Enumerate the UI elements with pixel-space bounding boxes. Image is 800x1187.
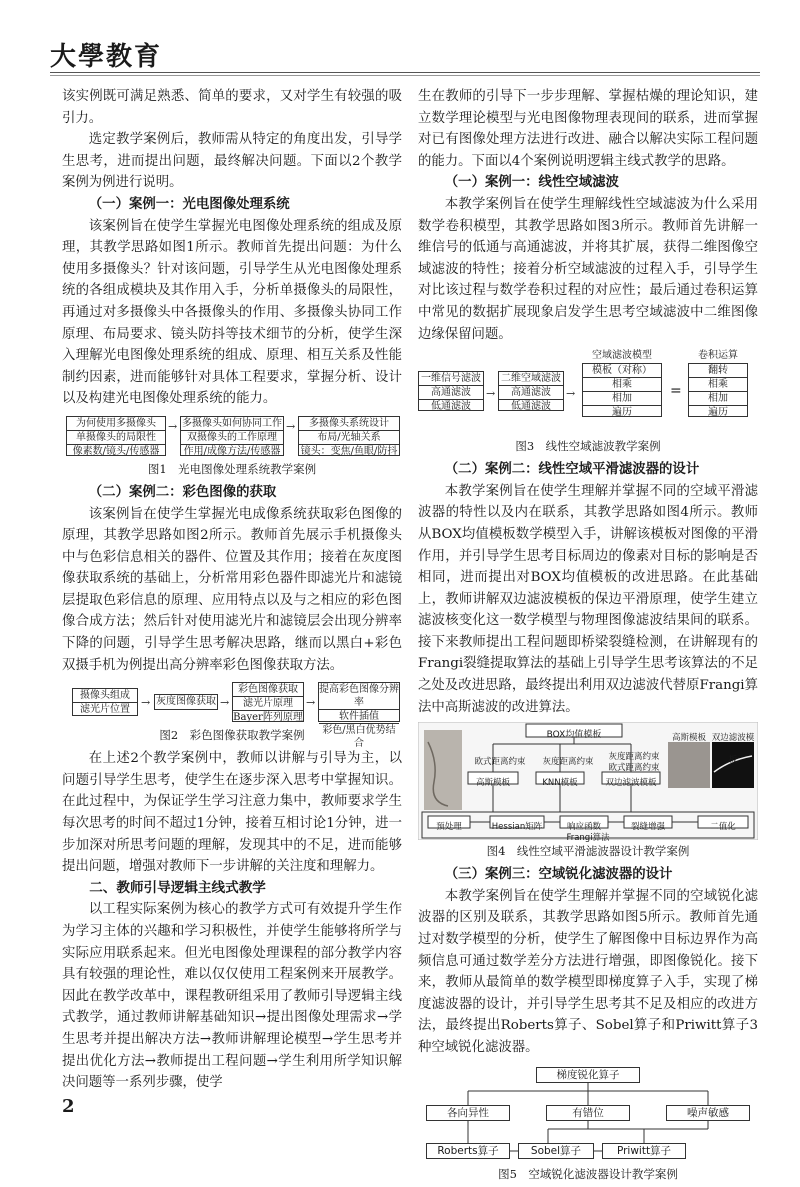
fig3-cell: 遍历 [708,407,728,419]
fig4-method-2: KNN模板 [542,778,578,789]
paragraph: 生在教师的引导下一步步理解、掌握枯燥的理论知识，建立数学理论模型与光电图像物理表现间的联系，进而掌握对已有图像处理方法进行改进、融合以解决实际工程问题的能力。下面以4个案例说明逻辑主线式教学的思路。 [418,89,758,169]
fig3-cell: 相加 [689,392,747,406]
fig3-cell: 相加 [583,392,661,406]
arrow-icon: → [168,419,178,433]
figure-2-caption: 图2 彩色图像获取教学案例 [159,728,305,743]
case2-heading: （二）案例二：线性空域平滑滤波器的设计 [444,461,700,478]
fig5-operator-1: Roberts算子 [426,1143,510,1159]
figure-1 [62,414,402,458]
fig1-cell: 双摄像头的工作原理 [181,431,283,445]
case3-heading: （三）案例三：空域锐化滤波器的设计 [444,866,673,883]
fig4-method-3: 双边滤波模板 [605,778,657,789]
fig3-cell: 遍历 [612,407,632,419]
journal-logo: 大學教育 [50,42,163,72]
header-rule-thin [50,75,760,76]
section-2-heading: 二、教师引导逻辑主线式教学 [89,879,266,896]
case1-heading: （一）案例一：线性空域滤波 [444,174,619,191]
fig3-box-4 [688,363,748,417]
fig1-cell: 作用/成像方法/传感器 [183,445,281,457]
fig1-box-2 [180,416,284,456]
fig2-cell: 提高彩色图像分辨率 [319,684,399,709]
figure-4 [418,722,758,844]
fig4-step-2: Hessian矩阵 [491,822,543,833]
fig5-top: 梯度锐化算子 [536,1067,640,1083]
fig2-cell: 软件插值 [319,710,399,724]
paragraph: 以工程实际案例为核心的教学方式可有效提升学生作为学习主体的兴趣和学习积极性，并使学生能够将所学与实际应用联系起来。但光电图像处理课程的部分教学内容具有较强的理论性，难以仅仅使用工程案例来开展教学。因此在教学改革中，课程教研组采用了教师引导逻辑主线式教学，通过教师讲解基础知识→提出图像处理需求→学生思考并提出解决方法→教师讲解理论模型→学生思考并提出优化方法→教师提出工程问题→学生利用所学知识解决问题等一系列步骤，使学 [62,902,402,1091]
paragraph: 该案例旨在使学生掌握光电图像处理系统的组成及原理，其教学思路如图1所示。教师首先提出问题：为什么使用多摄像头？针对该问题，引导学生从光电图像处理系统的各组成模块及其作用入手，分析单摄像头的局限性，再通过对多摄像头中各摄像头的作用、多摄像头协同工作原理、布局要求、镜头防抖等技术细节的分析，使学生深入理解光电图像处理系统的组成、原理、相互关系及性能制约因素，进而能够针对具体工程要求，掌握分析、设计以及构建光电图像处理系统的能力。 [62,218,402,407]
fig3-cell: 低通滤波 [431,401,471,413]
fig3-box-1 [418,371,484,411]
figure-5 [418,1063,758,1163]
arrow-icon: → [286,419,296,433]
fig4-image-label-1: 高斯模板 [671,733,706,744]
left-column [62,86,402,1094]
fig4-method-1: 高斯模板 [475,778,510,789]
fig4-top: BOX均值模板 [546,730,602,741]
fig2-cell: 灰度图像获取 [156,696,216,708]
paragraph: 选定教学案例后，教师需从特定的角度出发，引导学生思考，进而提出问题，最终解决问题。下面以2个教学案例为例进行说明。 [62,132,402,191]
fig5-problem-3: 噪声敏感 [666,1105,750,1121]
fig5-problem-1: 各向异性 [426,1105,510,1121]
fig1-cell: 像素数/镜头/传感器 [72,445,160,457]
header-rule [50,72,760,73]
fig3-cell: 翻转 [689,364,747,378]
fig1-cell: 多摄像头系统设计 [299,417,399,431]
fig3-cell: 二维空域滤波 [501,373,561,385]
figure-5-caption: 图5 空域锐化滤波器设计教学案例 [498,1166,678,1181]
crack-photo [424,730,462,810]
fig4-constraint-1: 欧式距离约束 [474,757,526,768]
fig3-cell: 高通滤波 [499,386,563,400]
arrow-icon: → [306,696,316,710]
fig3-cell: 低通滤波 [511,401,551,413]
fig1-box-3 [298,416,400,456]
fig1-box-1 [66,416,166,456]
arrow-icon: → [141,696,151,710]
case1-heading: （一）案例一：光电图像处理系统 [88,195,290,212]
page-number: 2 [62,1096,75,1117]
fig2-cell: 彩色图像获取 [233,683,303,697]
fig2-cell: 彩色/黑白优势结合 [322,725,396,750]
fig3-equals: = [670,383,682,400]
fig2-box-1 [72,688,138,716]
arrow-icon: → [220,696,230,710]
fig4-step-1: 预处理 [436,822,462,833]
paragraph: 本教学案例旨在使学生理解并掌握不同的空域锐化滤波器的区别及联系，其教学思路如图5所示。教师首先通过对数学模型的分析，使学生了解图像中目标边界作为高频信息可通过数学差分方法进行增强，即图像锐化。接下来，教师从最简单的数学模型即梯度算子入手，实现了梯度滤波器的设计，并引导学生思考其不足及相应的改进方法，最终提出Roberts算子、Sobel算子和Priwitt算子3种空域锐化滤波器。 [418,888,758,1055]
fig3-conv-title: 卷积运算 [698,350,738,362]
arrow-icon: → [486,387,496,401]
fig2-cell: Bayer阵列原理 [233,712,303,724]
fig5-operator-3: Priwitt算子 [602,1143,686,1159]
figure-1-caption: 图1 光电图像处理系统教学案例 [147,461,317,476]
fig3-cell: 模板（对称） [583,364,661,378]
fig3-cell: 一维信号滤波 [421,373,481,385]
fig1-cell: 多摄像头如何协同工作 [182,417,282,429]
fig4-algorithm-label: Frangi算法 [566,833,610,844]
fig4-image-label-2: 双边滤波模板 [711,733,755,765]
fig3-model-title: 空域滤波模型 [592,350,652,362]
fig1-cell: 镜头：变焦/鱼眼/防抖 [300,445,398,457]
fig4-constraint-3a: 灰度距离约束 [608,752,660,763]
fig4-constraint-3b: 欧式距离约束 [608,763,660,774]
page-header [50,36,760,70]
fig2-box-4 [318,682,400,750]
fig4-constraint-2: 灰度距离约束 [542,757,594,768]
fig2-cell: 滤光片原理 [233,697,303,711]
fig4-step-5: 二值化 [710,822,736,833]
fig1-cell: 单摄像头的局限性 [67,431,165,445]
paragraph: 该案例旨在使学生掌握光电成像系统获取彩色图像的原理，其教学思路如图2所示。教师首先展示手机摄像头中与色彩信息相关的器件、位置及其作用；接着在灰度图像获取系统的基础上，分析常用彩色器件即滤光片和滤镜层提取色彩信息的原理、应用特点以及与之相应的彩色图像合成方法；然后针对使用滤光片和滤镜层会出现分辨率下降的问题，引导学生思考解决思路，继而以黑白+彩色双摄手机为例提出高分辨率彩色图像获取方法。 [62,506,402,673]
fig3-cell: 相乘 [689,378,747,392]
fig2-cell: 摄像头组成 [73,689,137,703]
fig3-cell: 相乘 [583,378,661,392]
fig3-box-3 [582,363,662,417]
figure-3-caption: 图3 线性空域滤波教学案例 [515,439,661,454]
paragraph: 本教学案例旨在使学生理解并掌握不同的空域平滑滤波器的特性以及内在联系，其教学思路如图4所示。教师从BOX均值模板数学模型入手，讲解该模板对图像的平滑作用，并引导学生思考目标周边的像素对目标的影响是否相同，进而提出对BOX均值模板的改进思路。在此基础上，教师讲解双边滤波模板的保边平滑原理，使学生建立滤波核变化这一数学模型与物理图像滤波结果间的联系。接下来教师提出工程问题即桥梁裂缝检测，在讲解现有的Frangi裂缝提取算法的基础上引导学生思考该算法的不足之处及改进思路，最终提出利用双边滤波代替原Frangi算法中高斯滤波的改进算法。 [418,483,758,715]
paragraph: 在上述2个教学案例中，教师以讲解与引导为主，以问题引导学生思考，使学生在逐步深入思考中掌握知识。在此过程中，为保证学生学习注意力集中，教师要求学生每次思考的时间不超过1分钟，接着互相讨论1分钟，进一步加深对所思考问题的理解，发现其中的不足，进而能够提出问题，增强对教师下一步讲解的关注度和理解力。 [62,751,402,875]
fig2-box-3 [232,682,304,722]
paragraph: 该实例既可满足熟悉、简单的要求，又对学生有较强的吸引力。 [62,89,402,126]
figure-4-caption: 图4 线性空域平滑滤波器设计教学案例 [486,844,690,859]
arrow-icon: → [566,387,576,401]
fig2-cell: 滤光片位置 [80,704,130,716]
fig4-step-3: 响应函数 [566,822,601,833]
fig5-operator-2: Sobel算子 [518,1143,594,1159]
fig1-cell: 为何使用多摄像头 [67,417,165,431]
right-column [418,86,758,1187]
fig1-cell: 布局/光轴关系 [299,431,399,445]
figure-3 [418,349,758,435]
case2-heading: （二）案例二：彩色图像的获取 [88,483,277,500]
fig5-problem-2: 有错位 [546,1105,630,1121]
fig2-box-2 [154,694,218,710]
fig3-cell: 高通滤波 [419,386,483,400]
fig4-step-4: 裂缝增强 [630,822,665,833]
fig3-box-2 [498,371,564,411]
paragraph: 本教学案例旨在使学生理解线性空域滤波为什么采用数学卷积模型，其教学思路如图3所示。教师首先讲解一维信号的低通与高通滤波，并将其扩展，获得二维图像空域滤波的特性；接着分析空域滤波的过程入手，引导学生对比该过程与数学卷积过程的对应性；最后通过卷积运算中常见的数据扩展现象启发学生思考空域滤波中二维图像边缘保留问题。 [418,196,758,342]
